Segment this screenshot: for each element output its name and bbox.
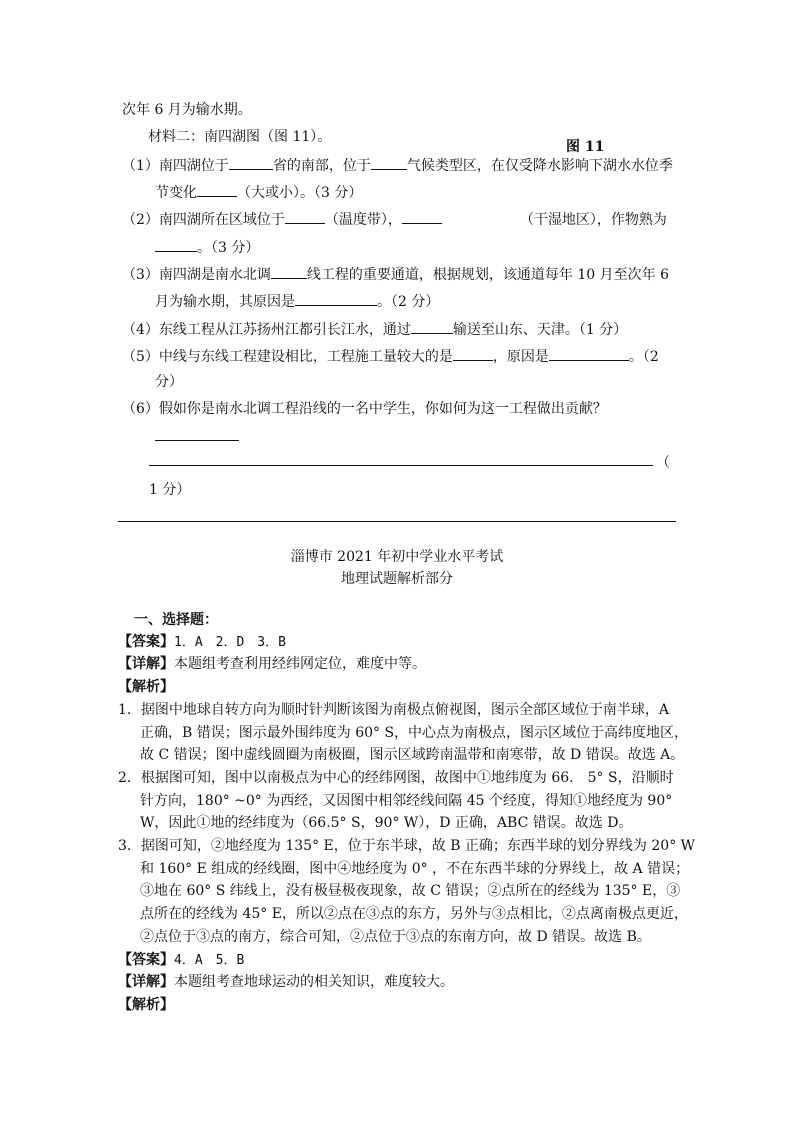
paragraph-line: 故 C 错误；图中虚线圆圈为南极圈，图示区域跨南温带和南寒带，故 D 错误。故选 A。 xyxy=(140,747,685,763)
question-text: 气候类型区，在仅受降水影响下湖水水位季 xyxy=(406,158,673,174)
exam-title: 淄博市 2021 年初中学业水平考试 xyxy=(290,549,504,565)
question-6 xyxy=(122,399,607,419)
question-text: 分） xyxy=(155,374,183,390)
answer-blank[interactable] xyxy=(155,236,197,252)
paragraph-line: 点所在的经线为 45° E，所以②点在③点的东方，另外与③点相比，②点离南极点更近， xyxy=(140,906,688,922)
question-text: 省的南部，位于 xyxy=(272,158,371,174)
question-number: （6） xyxy=(122,401,159,417)
detail-tag: 【详解】 xyxy=(118,974,174,990)
answer-values: 1．A 2．D 3．B xyxy=(174,635,286,650)
question-6-score: 1 分） xyxy=(149,482,191,498)
exam-subtitle: 地理试题解析部分 xyxy=(341,571,453,587)
answer-line[interactable] xyxy=(155,440,239,441)
detail-line-2 xyxy=(118,972,454,992)
question-text: 假如你是南水北调工程沿线的一名中学生，你如何为这一工程做出贡献？ xyxy=(158,401,607,417)
answer-blank[interactable] xyxy=(402,208,442,224)
question-text: 线工程的重要通道，根据规划，该通道每年 10 月至次年 6 xyxy=(306,267,669,283)
question-text: 。（2 xyxy=(628,349,659,365)
answer-tag: 【答案】 xyxy=(118,952,174,968)
answer-line-1 xyxy=(118,632,286,653)
question-text: ，原因是 xyxy=(492,349,549,365)
detail-tag: 【详解】 xyxy=(118,656,174,672)
text-line: 次年 6 月为输水期。 xyxy=(122,102,252,118)
question-text: 。（2 分） xyxy=(377,294,440,310)
question-text: 南四湖是南水北调 xyxy=(158,267,271,283)
detail-text: 本题组考查利用经纬网定位，难度中等。 xyxy=(174,656,426,672)
answer-tag: 【答案】 xyxy=(118,634,174,650)
question-text: （干湿地区），作物熟为 xyxy=(519,212,667,228)
figure-label: 图 11 xyxy=(566,139,605,155)
question-text: 南四湖所在区域位于 xyxy=(158,212,285,228)
question-text: 月为输水期，其原因是 xyxy=(155,294,295,310)
question-number: （3） xyxy=(122,267,159,283)
question-2 xyxy=(122,208,667,230)
analysis-tag: 【解析】 xyxy=(118,997,174,1013)
paragraph-line: 1．据图中地球自转方向为顺时针判断该图为南极点俯视图，图示全部区域位于南半球，A xyxy=(118,702,670,718)
paragraph-line: 正确，B 错误；图示最外围纬度为 60° S，中心点为南极点，图示区域位于高纬度地区， xyxy=(140,725,689,741)
question-text: 中线与东线工程建设相比，工程施工量较大的是 xyxy=(158,349,453,365)
question-1 xyxy=(122,154,673,176)
question-5-continued xyxy=(155,372,183,392)
answer-blank[interactable] xyxy=(371,154,407,170)
answer-blank[interactable] xyxy=(197,181,237,197)
material-two: 材料二：南四湖图（图 11）。 xyxy=(148,129,332,145)
divider xyxy=(118,521,676,522)
paragraph-line: 针方向，180° ~0° 为西经，又因图中相邻经线间隔 45 个经度，得知①地经度为 90° xyxy=(140,793,673,809)
paragraph-line: 和 160° E 组成的经线圈，图中④地经度为 0° ，不在东西半球的分界线上，故 A 错误； xyxy=(140,861,690,877)
answer-line[interactable] xyxy=(149,465,653,466)
question-text: 东线工程从江苏扬州江都引长江水，通过 xyxy=(158,322,411,338)
paragraph-line: 3．据图可知，②地经度为 135° E，位于东半球，故 B 正确；东西半球的划分界线为 20° W xyxy=(118,838,696,854)
answer-line-2 xyxy=(118,950,244,971)
question-5 xyxy=(122,345,659,367)
question-number: （4） xyxy=(122,322,159,338)
paragraph-line: 2．根据图可知，图中以南极点为中心的经纬网图，故图中①地纬度为 66. 5° S，沿顺时 xyxy=(118,770,674,786)
paragraph-line: W，因此①地的经纬度为（66.5° S，90° W），D 正确，ABC 错误。故选 D。 xyxy=(140,815,633,831)
answer-blank[interactable] xyxy=(453,345,493,361)
answer-blank[interactable] xyxy=(285,208,325,224)
question-number: （5） xyxy=(122,349,159,365)
question-text: 输送至山东、天津。（1 分） xyxy=(452,322,628,338)
section-heading: 一、选择题： xyxy=(134,612,218,628)
paragraph-line: ②点位于③点的南方，综合可知，②点位于③点的东南方向，故 D 错误。故选 B。 xyxy=(140,929,651,945)
detail-text: 本题组考查地球运动的相关知识，难度较大。 xyxy=(174,974,454,990)
question-text: 。（3 分） xyxy=(197,240,260,256)
analysis-tag: 【解析】 xyxy=(118,679,174,695)
question-number: （1） xyxy=(122,158,159,174)
answer-blank[interactable] xyxy=(295,290,377,306)
question-text: （温度带）， xyxy=(324,212,402,228)
answer-blank[interactable] xyxy=(549,345,629,361)
question-number: （2） xyxy=(122,212,159,228)
paragraph-line: ③地在 60° S 纬线上，没有极昼极夜现象，故 C 错误；②点所在的经线为 135° E，③ xyxy=(140,883,681,899)
question-3-continued xyxy=(155,290,439,312)
question-3 xyxy=(122,263,669,285)
question-text: （大或小）。（3 分） xyxy=(237,185,363,201)
question-2-continued xyxy=(155,236,259,258)
question-text: 节变化 xyxy=(155,185,197,201)
answer-blank[interactable] xyxy=(229,154,273,170)
paren-open: （ xyxy=(656,455,670,471)
detail-line-1 xyxy=(118,654,426,674)
answer-blank[interactable] xyxy=(411,318,453,334)
question-4 xyxy=(122,318,627,340)
question-text: 南四湖位于 xyxy=(158,158,229,174)
answer-values: 4．A 5．B xyxy=(174,953,245,968)
answer-blank[interactable] xyxy=(271,263,307,279)
question-1-continued xyxy=(155,181,362,203)
